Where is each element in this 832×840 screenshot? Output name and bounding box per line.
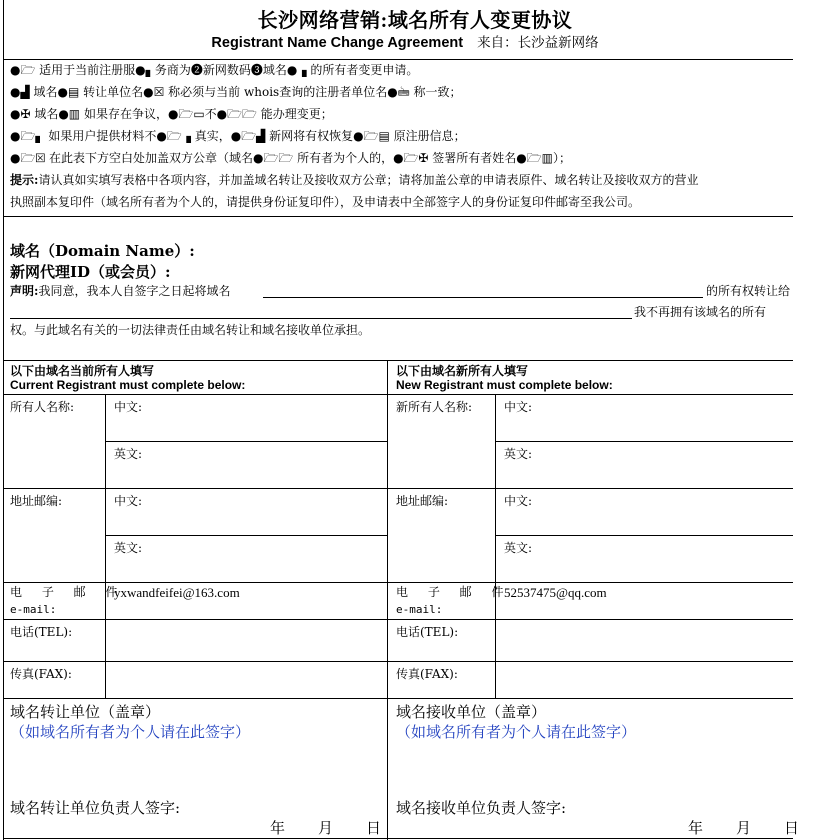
- current-header-en: Current Registrant must complete below:: [10, 378, 246, 392]
- owner-en-label: 英文:: [114, 447, 143, 461]
- transfer-unit-label: 域名转让单位（盖章）: [10, 703, 161, 721]
- new-address-label: 地址邮编:: [396, 494, 449, 508]
- receive-unit-note: （如域名所有者为个人请在此签字）: [396, 723, 637, 741]
- table-row-addr-mid-left: [105, 535, 387, 536]
- blank-transferee-line[interactable]: [10, 318, 632, 319]
- new-email-value[interactable]: 52537475@qq.com: [504, 585, 607, 600]
- receive-date[interactable]: [688, 817, 832, 838]
- table-row-owner-mid-left: [105, 441, 387, 442]
- new-address-en-label: 英文:: [504, 541, 533, 555]
- address-cn-label: 中文:: [114, 494, 143, 508]
- blank-domain-line[interactable]: [263, 297, 703, 298]
- tip-line-2: 执照副本复印件（域名所有者为个人的，请提供身份证复印件），及申请表中全部签字人的身份证复印件邮寄至我公司。: [10, 195, 641, 209]
- owner-name-label: 所有人名称:: [10, 400, 75, 414]
- new-fax-label: 传真(FAX):: [396, 667, 458, 681]
- new-registrant-header: [396, 364, 613, 392]
- new-owner-en-label: 英文:: [504, 447, 533, 461]
- date-month: 月: [318, 819, 334, 837]
- frame-rule-title: [3, 59, 793, 60]
- table-bottom: [3, 838, 793, 839]
- statement-text-1: 我同意，我本人自签字之日起将域名: [38, 284, 231, 298]
- statement-line-1: [10, 283, 230, 299]
- instruction-line: ●✠ 域名●▥ 如果存在争议，●🗁▭不●🗁🗁 能办理变更；: [10, 107, 333, 121]
- new-email-label: [396, 584, 511, 618]
- tip-label: 提示:: [10, 173, 39, 187]
- page-subtitle: [0, 31, 810, 51]
- table-row-addr-mid-right: [495, 535, 793, 536]
- date-year: 年: [270, 819, 286, 837]
- table-mid-divider: [387, 360, 388, 840]
- address-label: 地址邮编:: [10, 494, 63, 508]
- email-label-en: e-mail:: [10, 603, 57, 616]
- email-label: [10, 584, 125, 618]
- statement-label: 声明:: [10, 284, 39, 298]
- table-row-email-bottom: [3, 619, 793, 620]
- new-tel-label: 电话(TEL):: [396, 625, 459, 639]
- transfer-signer-label[interactable]: 域名转让单位负责人签字:: [10, 799, 181, 817]
- statement-text-4: 权。与此域名有关的一切法律责任由域名转让和域名接收单位承担。: [10, 323, 371, 337]
- frame-rule-info: [3, 216, 793, 217]
- instruction-line: ●▟ 域名●▤ 转让单位名●☒ 称必须与当前 whois查询的注册者单位名●🖮 称一致；: [10, 85, 462, 99]
- instruction-line: ●🗁☒ 在此表下方空白处加盖双方公章（域名●🗁🗁 所有者为个人的，●🗁✠ 签署所有者姓名●🗁▥）；: [10, 151, 571, 165]
- tip-line-1: [10, 172, 698, 188]
- tel-label: 电话(TEL):: [10, 625, 73, 639]
- new-email-label-cn: 电 子 邮 件: [396, 585, 512, 599]
- owner-cn-label: 中文:: [114, 400, 143, 414]
- statement-text-3: 我不再拥有该域名的所有: [634, 305, 767, 319]
- date-day: 日: [784, 819, 800, 837]
- fax-label: 传真(FAX):: [10, 667, 72, 681]
- new-header-en: New Registrant must complete below:: [396, 378, 613, 392]
- new-owner-name-label: 新所有人名称:: [396, 400, 473, 414]
- new-email-label-en: e-mail:: [396, 603, 443, 616]
- receive-signer-label[interactable]: 域名接收单位负责人签字:: [396, 799, 567, 817]
- new-owner-cn-label: 中文:: [504, 400, 533, 414]
- date-month: 月: [736, 819, 752, 837]
- source-text: 来自：长沙益新网络: [477, 35, 599, 51]
- table-row-fax-bottom: [3, 698, 793, 699]
- subtitle-en: Registrant Name Change Agreement: [211, 35, 464, 51]
- address-en-label: 英文:: [114, 541, 143, 555]
- table-row-tel-bottom: [3, 661, 793, 662]
- receive-unit-label: 域名接收单位（盖章）: [396, 703, 547, 721]
- statement-text-2: 的所有权转让给: [706, 284, 791, 298]
- email-label-cn: 电 子 邮 件: [10, 585, 126, 599]
- table-row-addr-bottom: [3, 582, 793, 583]
- table-top: [3, 360, 793, 361]
- new-header-cn: 以下由域名新所有人填写: [396, 364, 529, 378]
- table-row-owner-bottom: [3, 488, 793, 489]
- new-address-cn-label: 中文:: [504, 494, 533, 508]
- frame-left: [3, 0, 4, 840]
- domain-name-label: 域名（Domain Name）:: [10, 242, 195, 260]
- transfer-date[interactable]: [270, 817, 414, 838]
- date-year: 年: [688, 819, 704, 837]
- page-title: 长沙网络营销:域名所有人变更协议: [257, 10, 573, 32]
- table-header-bottom: [3, 394, 793, 395]
- current-header-cn: 以下由域名当前所有人填写: [10, 364, 155, 378]
- instruction-line: ●🗁▖ 如果用户提供材料不●🗁▗ 真实，●🗁▟ 新网将有权恢复●🗁▤ 原注册信息；: [10, 129, 466, 143]
- current-registrant-header: [10, 364, 245, 392]
- date-day: 日: [366, 819, 382, 837]
- table-row-owner-mid-right: [495, 441, 793, 442]
- transfer-unit-note: （如域名所有者为个人请在此签字）: [10, 723, 251, 741]
- instruction-line: ●🗁 适用于当前注册服●▖务商为❷新网数码❸域名●▗ 的所有者变更申请。: [10, 63, 419, 77]
- table-left-inner: [105, 394, 106, 698]
- agent-id-label: 新网代理ID（或会员）:: [10, 263, 171, 281]
- tip-text-1: 请认真如实填写表格中各项内容，并加盖域名转让及接收双方公章；请将加盖公章的申请表原件、域名转让及接收双方的营业: [38, 173, 699, 187]
- current-email-value[interactable]: yxwandfeifei@163.com: [114, 585, 240, 600]
- table-right-inner: [495, 394, 496, 698]
